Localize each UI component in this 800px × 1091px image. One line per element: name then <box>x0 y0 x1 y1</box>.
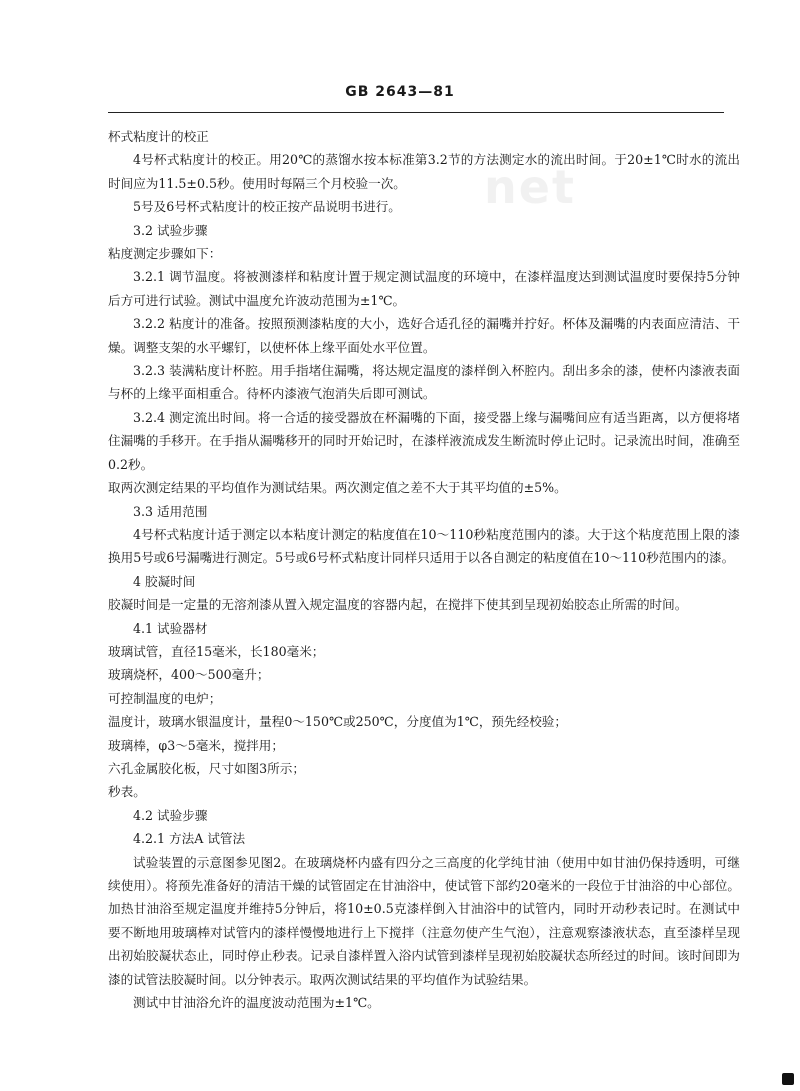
paragraph: 4号杯式粘度计的校正。用20℃的蒸馏水按本标准第3.2节的方法测定水的流出时间。于20±1℃时水的流出时间应为11.5±0.5秒。使用时每隔三个月校验一次。 <box>108 152 740 191</box>
list-item: 玻璃棒，φ3～5毫米，搅拌用； <box>108 737 284 753</box>
list-item: 温度计，玻璃水银温度计，量程0～150℃或250℃，分度值为1℃，预先经校验； <box>108 714 567 730</box>
paragraph: 3.2.4 测定流出时间。将一合适的接受器放在杯漏嘴的下面，接受器上缘与漏嘴间应有适当距离，以方便将堵住漏嘴的手移开。在手指从漏嘴移开的同时开始记时，在漆样液流成发生断流时停止记时。记录流出时间，准确至0.2秒。 <box>108 409 740 472</box>
list-item: 玻璃烧杯，400～500毫升； <box>108 667 270 683</box>
paragraph: 试验装置的示意图参见图2。在玻璃烧杯内盛有四分之三高度的化学纯甘油（使用中如甘油仍保持透明，可继续使用）。将预先准备好的清洁干燥的试管固定在甘油浴中，使试管下部约20毫米的一段位于甘油浴的中心部位。加热甘油浴至规定温度并维持5分钟后，将10±0.5克漆样倒入甘油浴中的试管内，同时开动秒表记时。在测试中要不断地用玻璃棒对试管内的漆样慢慢地进行上下搅拌（注意勿使产生气泡），注意观察漆液状态，直至漆样呈现出初始胶凝状态止，同时停止秒表。记录自漆样置入浴内试管到漆样呈现初始胶凝状态所经过的时间。该时间即为漆的试管法胶凝时间。以分钟表示。取两次测试结果的平均值作为试验结果。 <box>108 854 740 987</box>
list-item: 六孔金属胶化板，尺寸如图3所示； <box>108 760 305 776</box>
section-heading: 4.2 试验步骤 <box>133 807 208 823</box>
paragraph: 3.2.3 装满粘度计杯腔。用手指堵住漏嘴，将达规定温度的漆样倒入杯腔内。刮出多余的漆，使杯内漆液表面与杯的上缘平面相重合。待杯内漆液气泡消失后即可测试。 <box>108 363 740 402</box>
corner-mark <box>782 1073 794 1085</box>
list-item: 可控制温度的电炉； <box>108 690 222 706</box>
list-item: 玻璃试管，直径15毫米，长180毫米； <box>108 643 325 659</box>
paragraph: 3.2.2 粘度计的准备。按照预测漆粘度的大小，选好合适孔径的漏嘴并拧好。杯体及漏嘴的内表面应清洁、干燥。调整支架的水平螺钉，以使杯体上缘平面处水平位置。 <box>108 316 740 355</box>
paragraph: 5号及6号杯式粘度计的校正按产品说明书进行。 <box>133 199 401 215</box>
header-rule <box>108 112 724 113</box>
paragraph: 杯式粘度计的校正 <box>108 129 209 144</box>
body-text <box>108 125 740 1014</box>
section-heading: 3.3 适用范围 <box>133 503 208 519</box>
list-item: 秒表。 <box>108 784 146 800</box>
section-heading: 4.1 试验器材 <box>133 620 208 636</box>
section-heading: 4.2.1 方法A 试管法 <box>133 831 246 847</box>
section-heading: 4 胶凝时间 <box>133 573 196 589</box>
section-heading: 3.2 试验步骤 <box>133 222 208 238</box>
paragraph: 4号杯式粘度计适于测定以本粘度计测定的粘度值在10～110秒粘度范围内的漆。大于这个粘度范围上限的漆换用5号或6号漏嘴进行测定。5号或6号杯式粘度计同样只适用于以各自测定的粘度值在10～110秒范围内的漆。 <box>108 526 740 566</box>
watermark: net <box>484 160 576 214</box>
standard-header: GB 2643—81 <box>345 84 455 100</box>
paragraph: 粘度测定步骤如下： <box>108 246 222 262</box>
paragraph: 测试中甘油浴允许的温度波动范围为±1℃。 <box>133 995 380 1011</box>
paragraph: 3.2.1 调节温度。将被测漆样和粘度计置于规定测试温度的环境中，在漆样温度达到测试温度时要保持5分钟后方可进行试验。测试中温度允许波动范围为±1℃。 <box>108 269 740 308</box>
paragraph: 胶凝时间是一定量的无溶剂漆从置入规定温度的容器内起，在搅拌下使其到呈现初始胶态止所需的时间。 <box>108 597 688 613</box>
paragraph: 取两次测定结果的平均值作为测试结果。两次测定值之差不大于其平均值的±5%。 <box>108 480 567 496</box>
